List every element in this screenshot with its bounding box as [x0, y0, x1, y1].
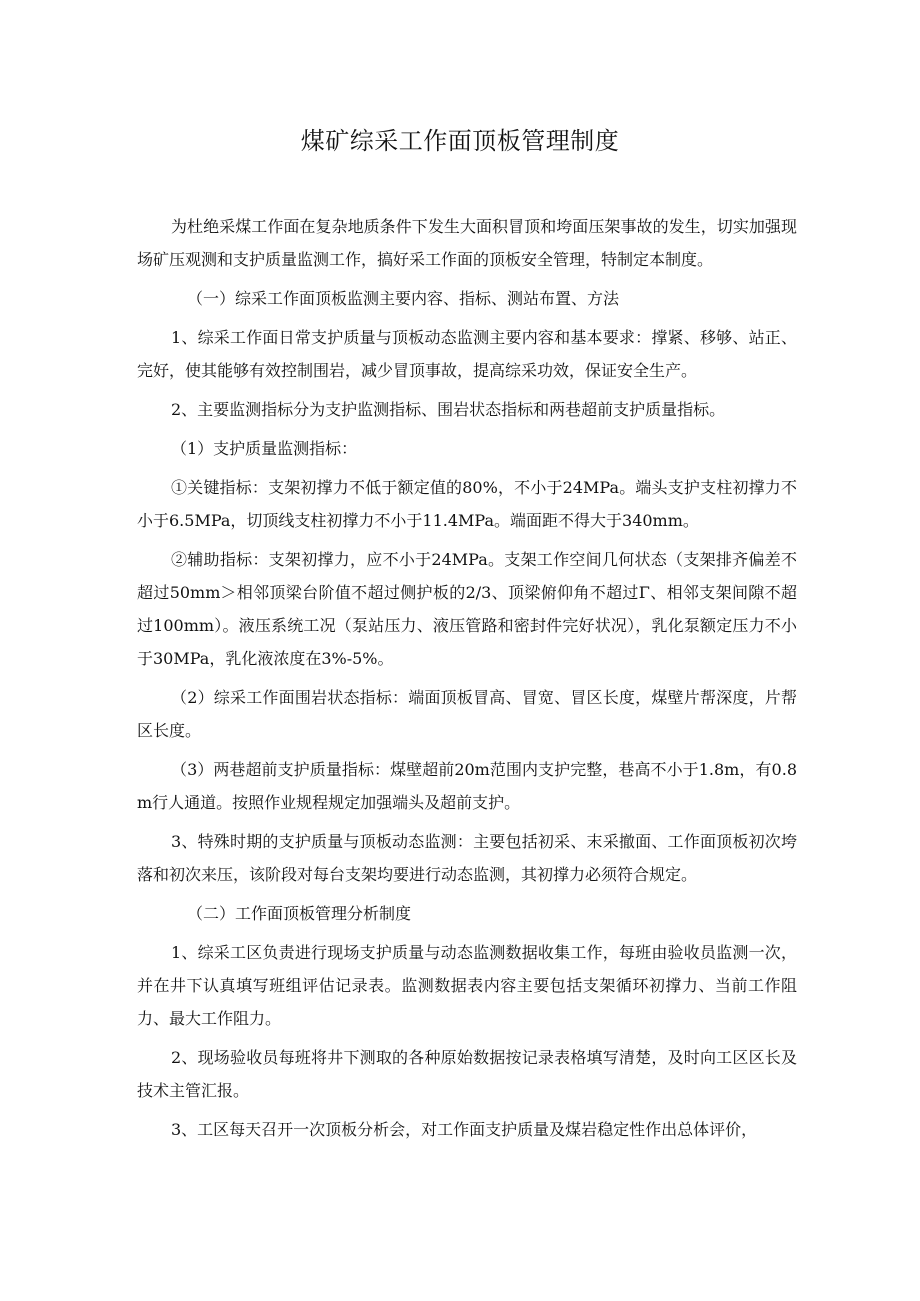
- paragraph: （3）两巷超前支护质量指标：煤壁超前20m范围内支护完整，巷高不小于1.8m，有0.8m行人通道。按照作业规程规定加强端头及超前支护。: [137, 760, 797, 812]
- paragraph: 2、现场验收员每班将井下测取的各种原始数据按记录表格填写清楚，及时向工区区长及技术主管汇报。: [137, 1048, 797, 1100]
- paragraph: 3、特殊时期的支护质量与顶板动态监测：主要包括初采、末采撤面、工作面顶板初次垮落和初次来压，该阶段对每台支架均要进行动态监测，其初撑力必须符合规定。: [137, 832, 797, 884]
- paragraph: 3、工区每天召开一次顶板分析会，对工作面支护质量及煤岩稳定性作出总体评价，: [171, 1120, 758, 1139]
- paragraph: （2）综采工作面围岩状态指标：端面顶板冒高、冒宽、冒区长度，煤壁片帮深度，片帮区长度。: [137, 688, 797, 740]
- section-heading-2: （二）工作面顶板管理分析制度: [187, 904, 412, 923]
- document-title: 煤矿综采工作面顶板管理制度: [300, 127, 620, 155]
- paragraph: ①关键指标：支架初撑力不低于额定值的80%，不小于24MPa。端头支护支柱初撑力不小于6.5MPa，切顶线支柱初撑力不小于11.4MPa。端面距不得大于340mm。: [137, 478, 797, 530]
- section-heading-1: （一）综采工作面顶板监测主要内容、指标、测站布置、方法: [187, 289, 620, 308]
- paragraph-intro: 为杜绝采煤工作面在复杂地质条件下发生大面积冒顶和垮面压架事故的发生，切实加强现场矿压观测和支护质量监测工作，搞好采工作面的顶板安全管理，特制定本制度。: [137, 217, 797, 269]
- paragraph: ②辅助指标：支架初撑力，应不小于24MPa。支架工作空间几何状态（支架排齐偏差不超过50mm＞相邻顶梁台阶值不超过侧护板的2/3、顶梁俯仰角不超过Γ、相邻支架间隙不超过100mm）。液压系统工况（泵站压力、液压管路和密封件完好状况），乳化泵额定压力不小于30MPa，乳化液浓度在3%-5%。: [137, 550, 797, 668]
- paragraph: （1）支护质量监测指标：: [171, 439, 358, 458]
- paragraph: 2、主要监测指标分为支护监测指标、围岩状态指标和两巷超前支护质量指标。: [171, 400, 726, 419]
- paragraph: 1、综采工区负责进行现场支护质量与动态监测数据收集工作，每班由验收员监测一次，并在井下认真填写班组评估记录表。监测数据表内容主要包括支架循环初撑力、当前工作阻力、最大工作阻力。: [137, 943, 797, 1028]
- document-body: [137, 210, 797, 1152]
- paragraph: 1、综采工作面日常支护质量与顶板动态监测主要内容和基本要求：撑紧、移够、站正、完好，使其能够有效控制围岩，减少冒顶事故，提高综采功效，保证安全生产。: [137, 328, 797, 380]
